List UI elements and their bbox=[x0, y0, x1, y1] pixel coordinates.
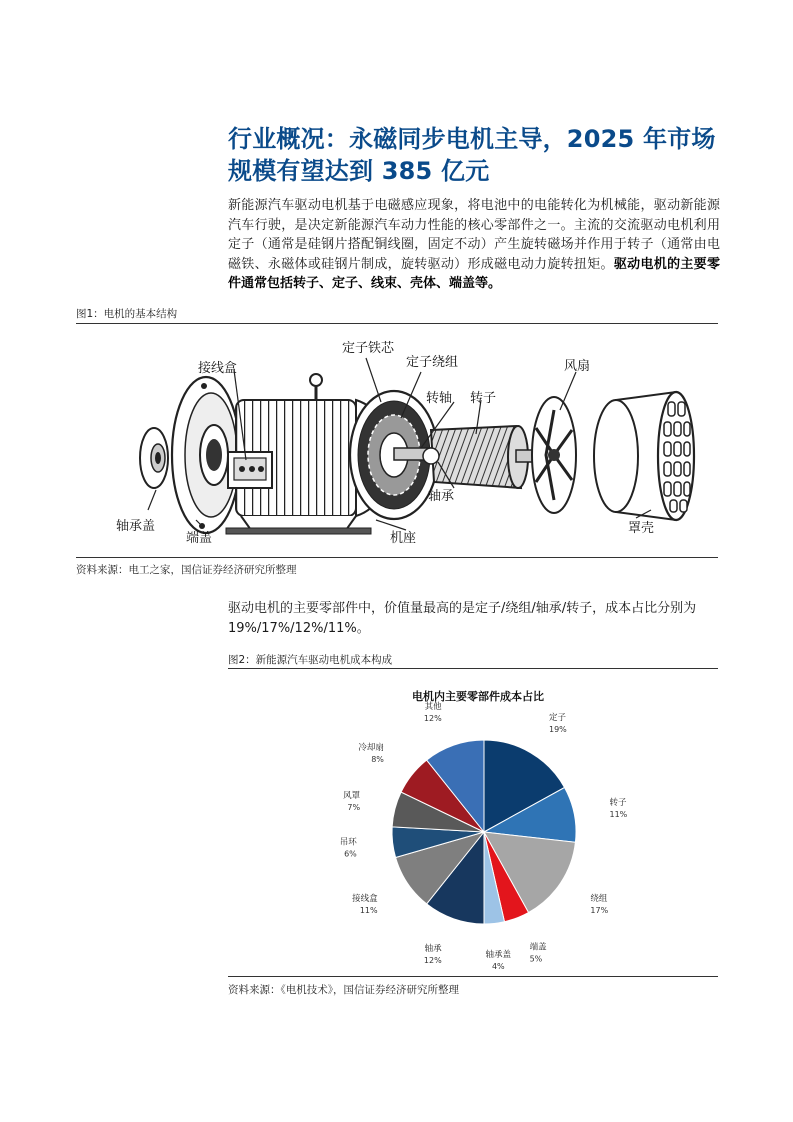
pie-value-8: 6% bbox=[344, 849, 357, 859]
pie-value-5: 4% bbox=[491, 962, 505, 972]
pie-value-9: 7% bbox=[347, 803, 361, 812]
pie-label-4: 端盖 bbox=[529, 942, 547, 953]
label-stator-core: 定子铁芯 bbox=[342, 341, 395, 356]
figure1-top-rule bbox=[76, 323, 718, 324]
pie-label-2: 转子 bbox=[609, 798, 627, 808]
label-stator-winding: 定子绕组 bbox=[406, 355, 459, 370]
figure2-source: 资料来源：《电机技术》，国信证券经济研究所整理 bbox=[228, 984, 459, 996]
figure1-label: 图1：电机的基本结构 bbox=[76, 308, 178, 320]
figure2-bottom-rule bbox=[228, 976, 718, 977]
intro-paragraph bbox=[228, 196, 720, 294]
page-title: 行业概况：永磁同步电机主导，2025 年市场规模有望达到 385 亿元 bbox=[228, 125, 716, 185]
pie-label-6: 轴承 bbox=[424, 943, 442, 954]
chart-title: 电机内主要零部件成本占比 bbox=[412, 690, 544, 703]
figure1-source: 资料来源：电工之家，国信证券经济研究所整理 bbox=[76, 564, 297, 576]
pie-value-4: 5% bbox=[529, 954, 543, 964]
pie-value-2: 11% bbox=[609, 810, 628, 819]
motor-structure-diagram bbox=[76, 330, 718, 552]
label-shaft: 转轴 bbox=[426, 391, 453, 406]
label-rotor: 转子 bbox=[470, 391, 497, 406]
pie-value-6: 12% bbox=[423, 955, 442, 965]
pie-label-11: 其他 bbox=[424, 702, 442, 713]
label-end-cover: 端盖 bbox=[186, 531, 213, 546]
pie-value-1: 19% bbox=[549, 724, 567, 734]
pie-label-5: 轴承盖 bbox=[485, 950, 512, 961]
label-bearing: 轴承 bbox=[428, 489, 455, 504]
label-junction-box: 接线盒 bbox=[198, 361, 238, 376]
pie-value-10: 8% bbox=[371, 755, 384, 765]
shroud-drawing bbox=[594, 392, 694, 520]
fan-drawing bbox=[532, 397, 576, 513]
label-bearing-cap: 轴承盖 bbox=[116, 519, 156, 534]
label-fan: 风扇 bbox=[564, 359, 591, 374]
cost-pie-chart bbox=[330, 680, 628, 972]
label-shroud: 罩壳 bbox=[628, 521, 655, 536]
figure1-bottom-rule bbox=[76, 557, 718, 558]
bearing-cap-drawing bbox=[140, 428, 168, 488]
pie-label-8: 吊环 bbox=[339, 837, 357, 848]
pie-label-9: 风罩 bbox=[343, 791, 361, 801]
figure2-top-rule bbox=[228, 668, 718, 669]
pie-value-11: 12% bbox=[423, 714, 442, 724]
intro-text: 新能源汽车驱动电机基于电磁感应现象，将电池中的电能转化为机械能，驱动新能源汽车行驶，是决定新能源汽车动力性能的核心零部件之一。主流的交流驱动电机利用定子（通常是硅钢片搭配铜线圈，固定不动）产生旋转磁场并作用于转子（通常由电磁铁、永磁体或硅钢片制成，旋转驱动）形成磁电动力旋转扭矩。 bbox=[228, 198, 720, 272]
label-frame: 机座 bbox=[390, 531, 417, 546]
pie-label-1: 定子 bbox=[549, 712, 567, 723]
pie-label-10: 冷却扇 bbox=[358, 743, 384, 754]
pie-value-7: 11% bbox=[359, 906, 378, 916]
figure2-label: 图2：新能源汽车驱动电机成本构成 bbox=[228, 654, 393, 666]
pie-label-7: 接线盒 bbox=[352, 894, 378, 905]
cost-paragraph: 驱动电机的主要零部件中，价值量最高的是定子/绕组/轴承/转子，成本占比分别为 19%/17%/12%/11%。 bbox=[228, 601, 697, 636]
pie-value-3: 17% bbox=[590, 906, 609, 916]
intro-bold-text: 驱动电机的主要零件通常包括转子、定子、线束、壳体、端盖等。 bbox=[228, 256, 720, 291]
pie-label-3: 绕组 bbox=[590, 894, 608, 905]
